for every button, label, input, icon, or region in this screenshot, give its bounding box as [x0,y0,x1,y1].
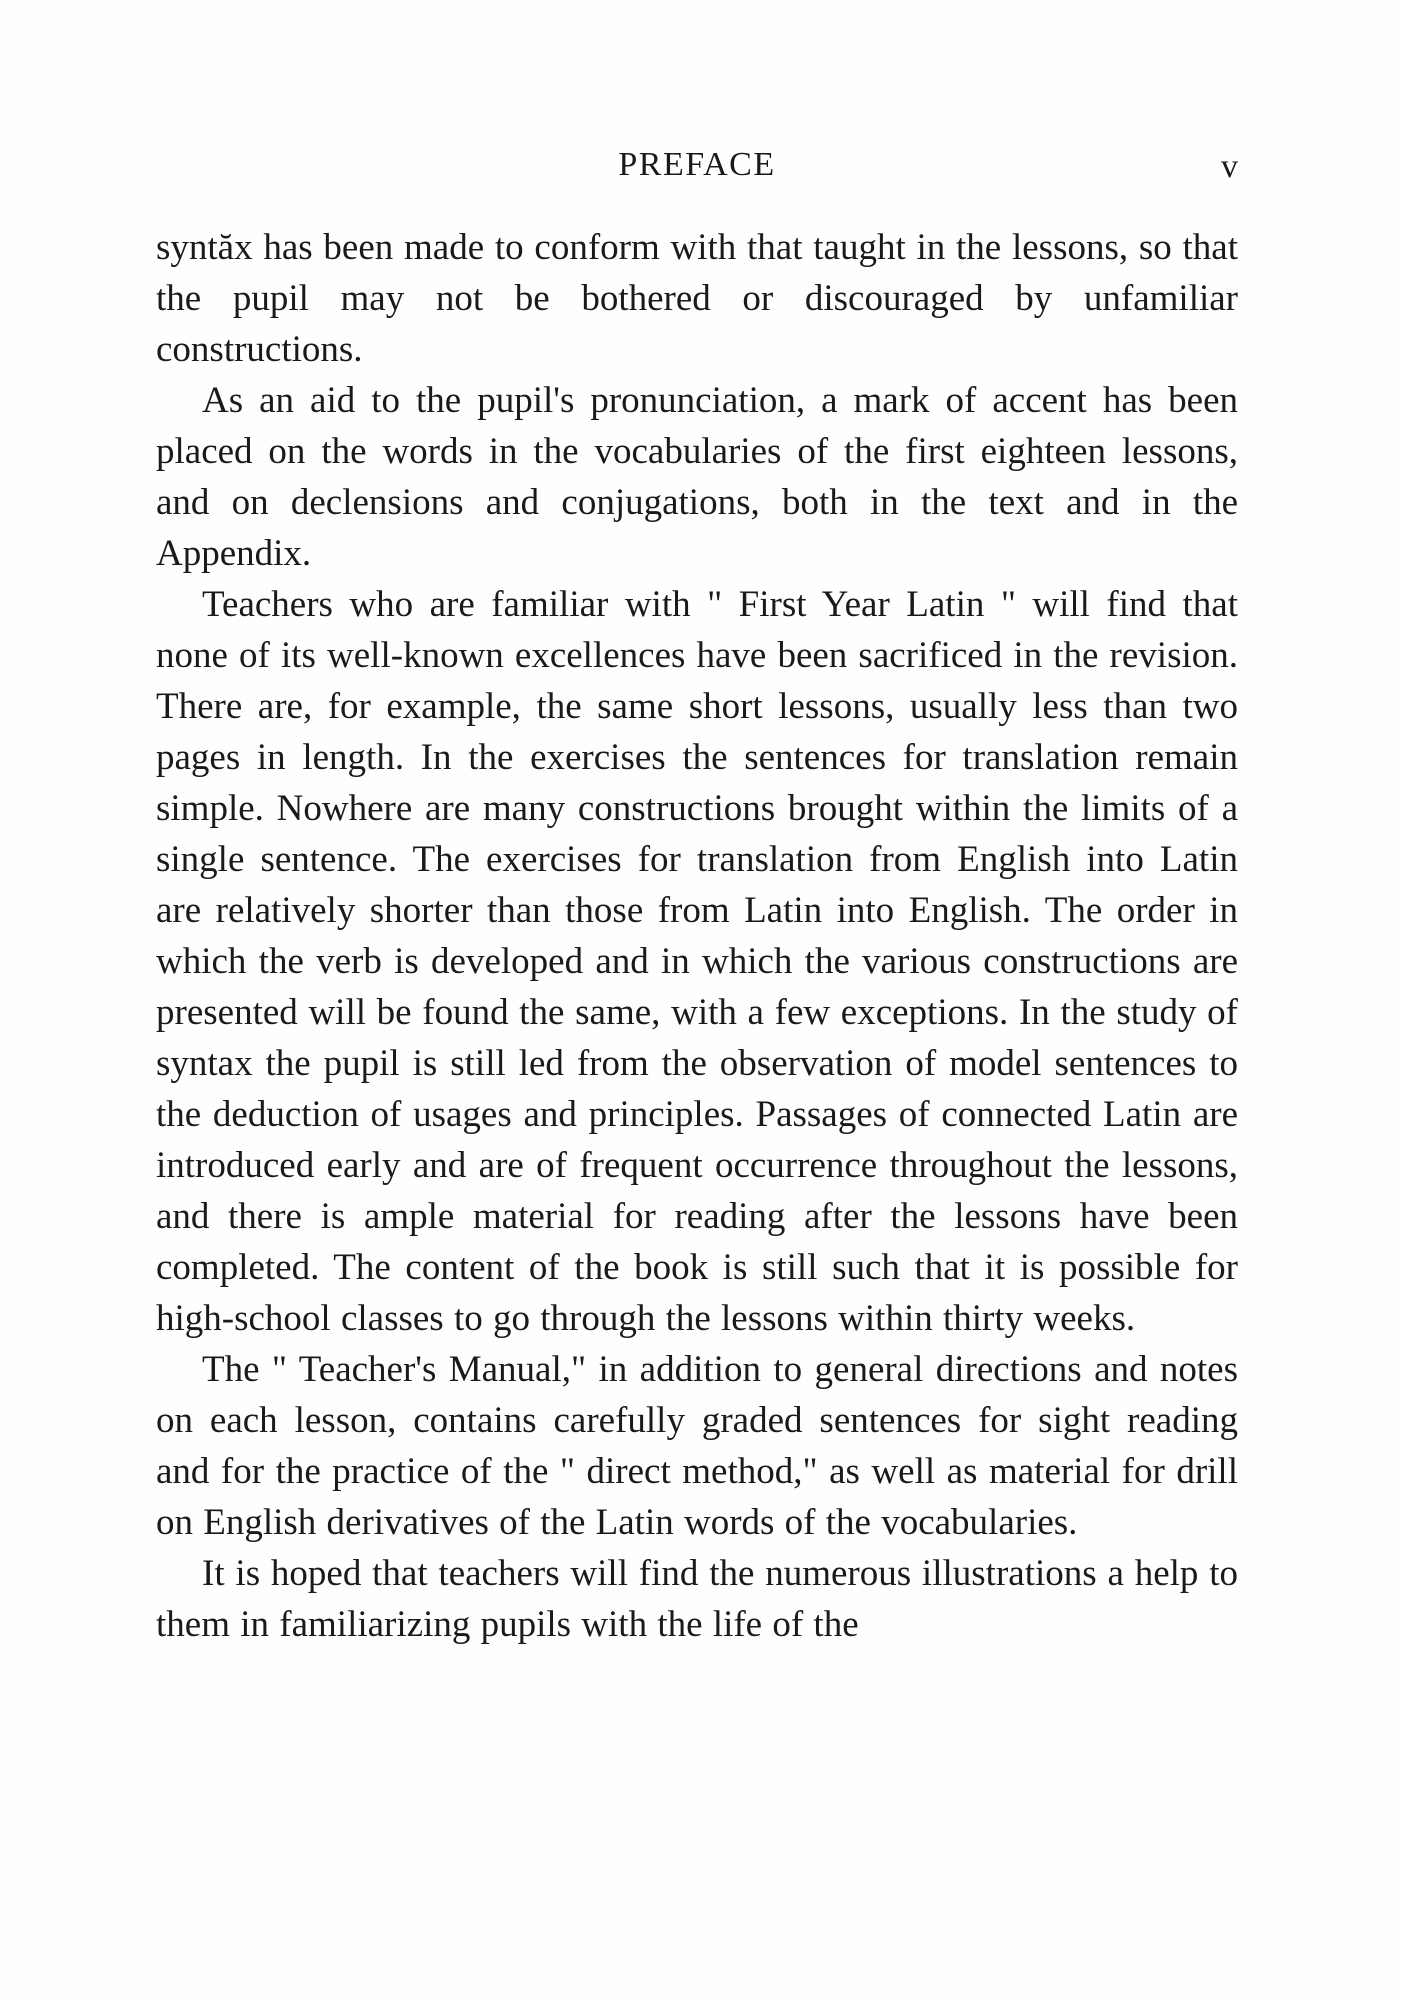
paragraph-illustrations: It is hoped that teachers will find the numerous illustrations a help to them in familiarizing pupils with the life of the [156,1553,1238,1645]
running-title: PREFACE [618,146,776,183]
body-text [156,222,1238,1650]
paragraph-accent-marks: As an aid to the pupil's pronunciation, a mark of accent has been placed on the words in the vocabularies of the first eighteen lessons, and on declensions and conjugations, both in the text and in the Appendix. [156,380,1238,574]
page-number: v [1221,148,1238,185]
paragraph-continuation: syntăx has been made to conform with that taught in the lessons, so that the pupil may not be bothered or discouraged by unfamiliar constructions. [156,227,1238,370]
paragraph-revision-notes: Teachers who are familiar with " First Year Latin " will find that none of its well-known excellences have been sacrificed in the revision. There are, for example, the same short lessons, usually less than two pages in length. In the exercises the sentences for translation remain simple. Nowhere are many constructions brought within the limits of a single sentence. The exercises for translation from English into Latin are relatively shorter than those from Latin into English. The order in which the verb is developed and in which the various constructions are presented will be found the same, with a few exceptions. In the study of syntax the pupil is still led from the observation of model sentences to the deduction of usages and principles. Passages of connected Latin are introduced early and are of frequent occurrence throughout the lessons, and there is ample material for reading after the lessons have been completed. The content of the book is still such that it is possible for high-school classes to go through the lessons within thirty weeks. [156,584,1238,1339]
running-head [156,142,1238,188]
paragraph-teachers-manual: The " Teacher's Manual," in addition to general directions and notes on each lesson, contains carefully graded sentences for sight reading and for the practice of the " direct method," as well as material for drill on English derivatives of the Latin words of the vocabularies. [156,1349,1238,1543]
